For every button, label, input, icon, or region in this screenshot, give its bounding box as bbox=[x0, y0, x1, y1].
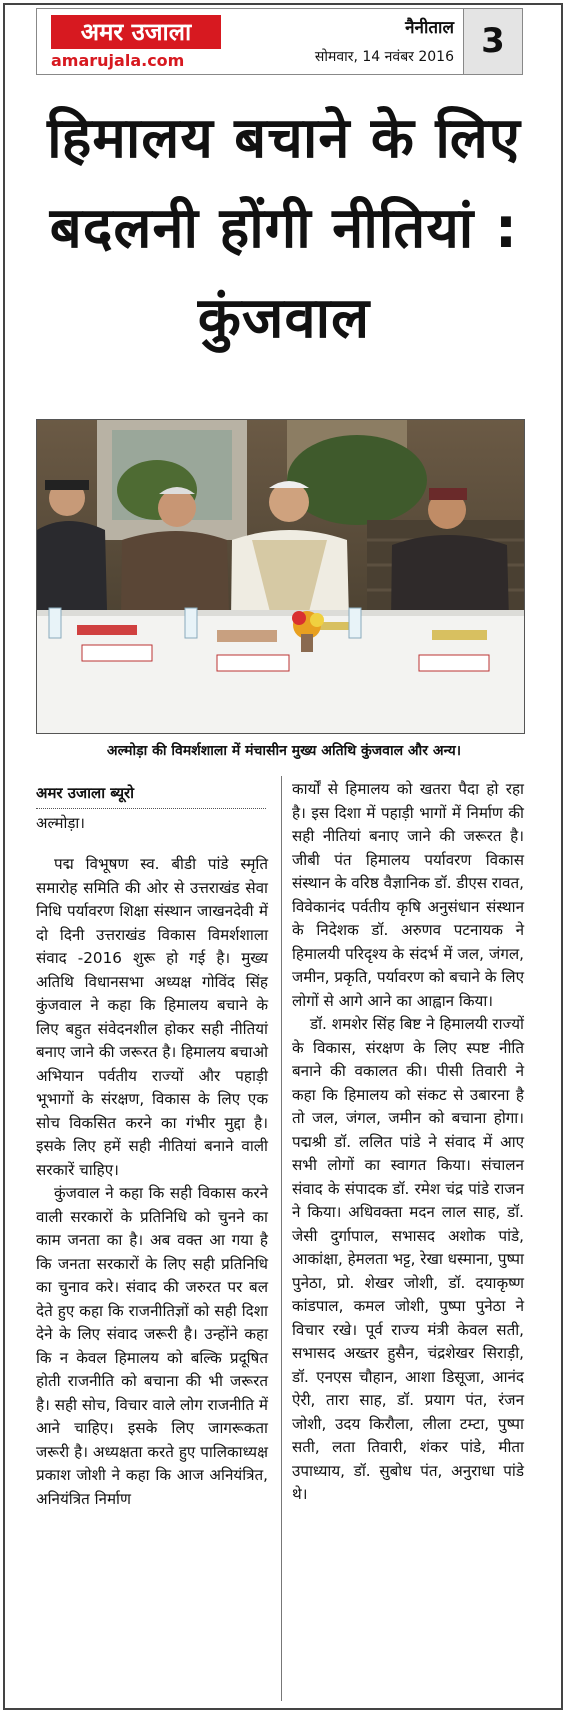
byline: अमर उजाला ब्यूरो bbox=[36, 784, 135, 802]
news-photo bbox=[36, 419, 525, 734]
article-paragraph: डॉ. शमशेर सिंह बिष्ट ने हिमालयी राज्यों के विकास, संरक्षण के लिए स्पष्ट नीति बनाने की वकालत की। पीसी तिवारी ने कहा कि हिमालय को संकट से उबारना है तो जल, जंगल, जमीन को बचाना होगा। पद्मश्री डॉ. ललित पांडे ने संवाद में आए सभी लोगों का स्वागत किया। संचालन संवाद के संपादक डॉ. रमेश चंद्र पांडे राजन ने किया। अधिवक्ता मदन लाल साह, डॉ. जेसी दुर्गापाल, सभासद अशोक पांडे, आकांक्षा, हेमलता भट्ट, रेखा धस्माना, पुष्पा पुनेठा, प्रो. शेखर जोशी, डॉ. दयाकृष्ण कांडपाल, कमल जोशी, पुष्पा पुनेठा ने विचार रखे। पूर्व राज्य मंत्री केवल सती, सभासद अख्तर हुसैन, चंद्रशेखर सिराड़ी, डॉ. एनएस चौहान, आशा डिसूजा, आनंद ऐरी, तारा साह, डॉ. प्रयाग पंत, रंजन जोशी, उदय किरौला, लीला टम्टा, पुष्पा सती, लता तिवारी, शंकर पांडे, मीता उपाध्याय, डॉ. सुबोध पंत, अनुराधा पांडे थे। bbox=[292, 1015, 524, 1503]
article-column-2 bbox=[292, 778, 524, 1507]
article-paragraph: कार्यों से हिमालय को खतरा पैदा हो रहा है। इस दिशा में पहाड़ी भागों में निर्माण की सही नीतियां बनाए जाने की जरूरत है। जीबी पंत हिमालय पर्यावरण विकास संस्थान के वरिष्ठ वैज्ञानिक डॉ. डीएस रावत, विवेकानंद पर्वतीय कृषि अनुसंधान संस्थान के निदेशक डॉ. अरुणव पटनायक ने हिमालयी परिदृश्य के संदर्भ में जल, जंगल, जमीन, प्रकृति, पर्यावरण को बचाने के लिए लोगों से आगे आने का आह्वान किया। bbox=[292, 780, 524, 1010]
newspaper-logo bbox=[51, 15, 221, 49]
photo-caption: अल्मोड़ा की विमर्शशाला में मंचासीन मुख्य अतिथि कुंजवाल और अन्य। bbox=[106, 743, 462, 759]
logo-url: amarujala.com bbox=[51, 51, 185, 70]
article-column-1 bbox=[36, 853, 268, 1511]
dateline: अल्मोड़ा। bbox=[36, 814, 85, 832]
article-paragraph: पद्म विभूषण स्व. बीडी पांडे स्मृति समारोह समिति की ओर से उत्तराखंड सेवा निधि पर्यावरण शिक्षा संस्थान जाखनदेवी में दो दिनी उत्तराखंड विकास विमर्शशाला संवाद -2016 शुरू हो गई है। मुख्य अतिथि विधानसभा अध्यक्ष गोविंद सिंह कुंजवाल ने कहा कि हिमालय बचाने के लिए बहुत संवेदनशील होकर सही नीतियां बनाए जाने की जरूरत है। हिमालय बचाओ अभियान पर्वतीय राज्यों और पहाड़ी भूभागों के संरक्षण, विकास के लिए एक सोच विकसित करने का गंभीर मुद्दा है। इसके लिए हमें सही नीतियां बनाने वाली सरकारें चाहिए। bbox=[36, 855, 268, 1179]
page-number: 3 bbox=[463, 9, 522, 74]
photo-illustration bbox=[37, 420, 524, 733]
edition-date: सोमवार, 14 नवंबर 2016 bbox=[314, 49, 454, 65]
masthead bbox=[36, 8, 523, 75]
article-paragraph: कुंजवाल ने कहा कि सही विकास करने वाली सरकारों के प्रतिनिधि को चुनने का काम जनता का है। अब वक्त आ गया है कि जनता सरकारों के लिए सही प्रतिनिधि का चुनाव करे। संवाद की जरुरत पर बल देते हुए कहा कि राजनीतिज्ञों को सही दिशा देने के लिए संवाद जरूरी है। उन्होंने कहा कि न केवल हिमालय को बल्कि प्रदूषित होती राजनीति को बचाना की भी जरूरत है। सही सोच, विचार वाले लोग राजनीति में आने चाहिए। इसके लिए जागरूकता जरूरी है। अध्यक्षता करते हुए पालिकाध्यक्ष प्रकाश जोशी ने कहा कि आज अनियंत्रित, अनियंत्रित निर्माण bbox=[36, 1184, 268, 1508]
column-divider bbox=[281, 776, 282, 1701]
headline: हिमालय बचाने के लिए बदलनी होंगी नीतियां : कुंजवाल bbox=[47, 106, 521, 351]
byline-rule bbox=[36, 808, 266, 809]
logo-text: अमर उजाला bbox=[80, 18, 192, 46]
edition-city: नैनीताल bbox=[405, 18, 454, 38]
